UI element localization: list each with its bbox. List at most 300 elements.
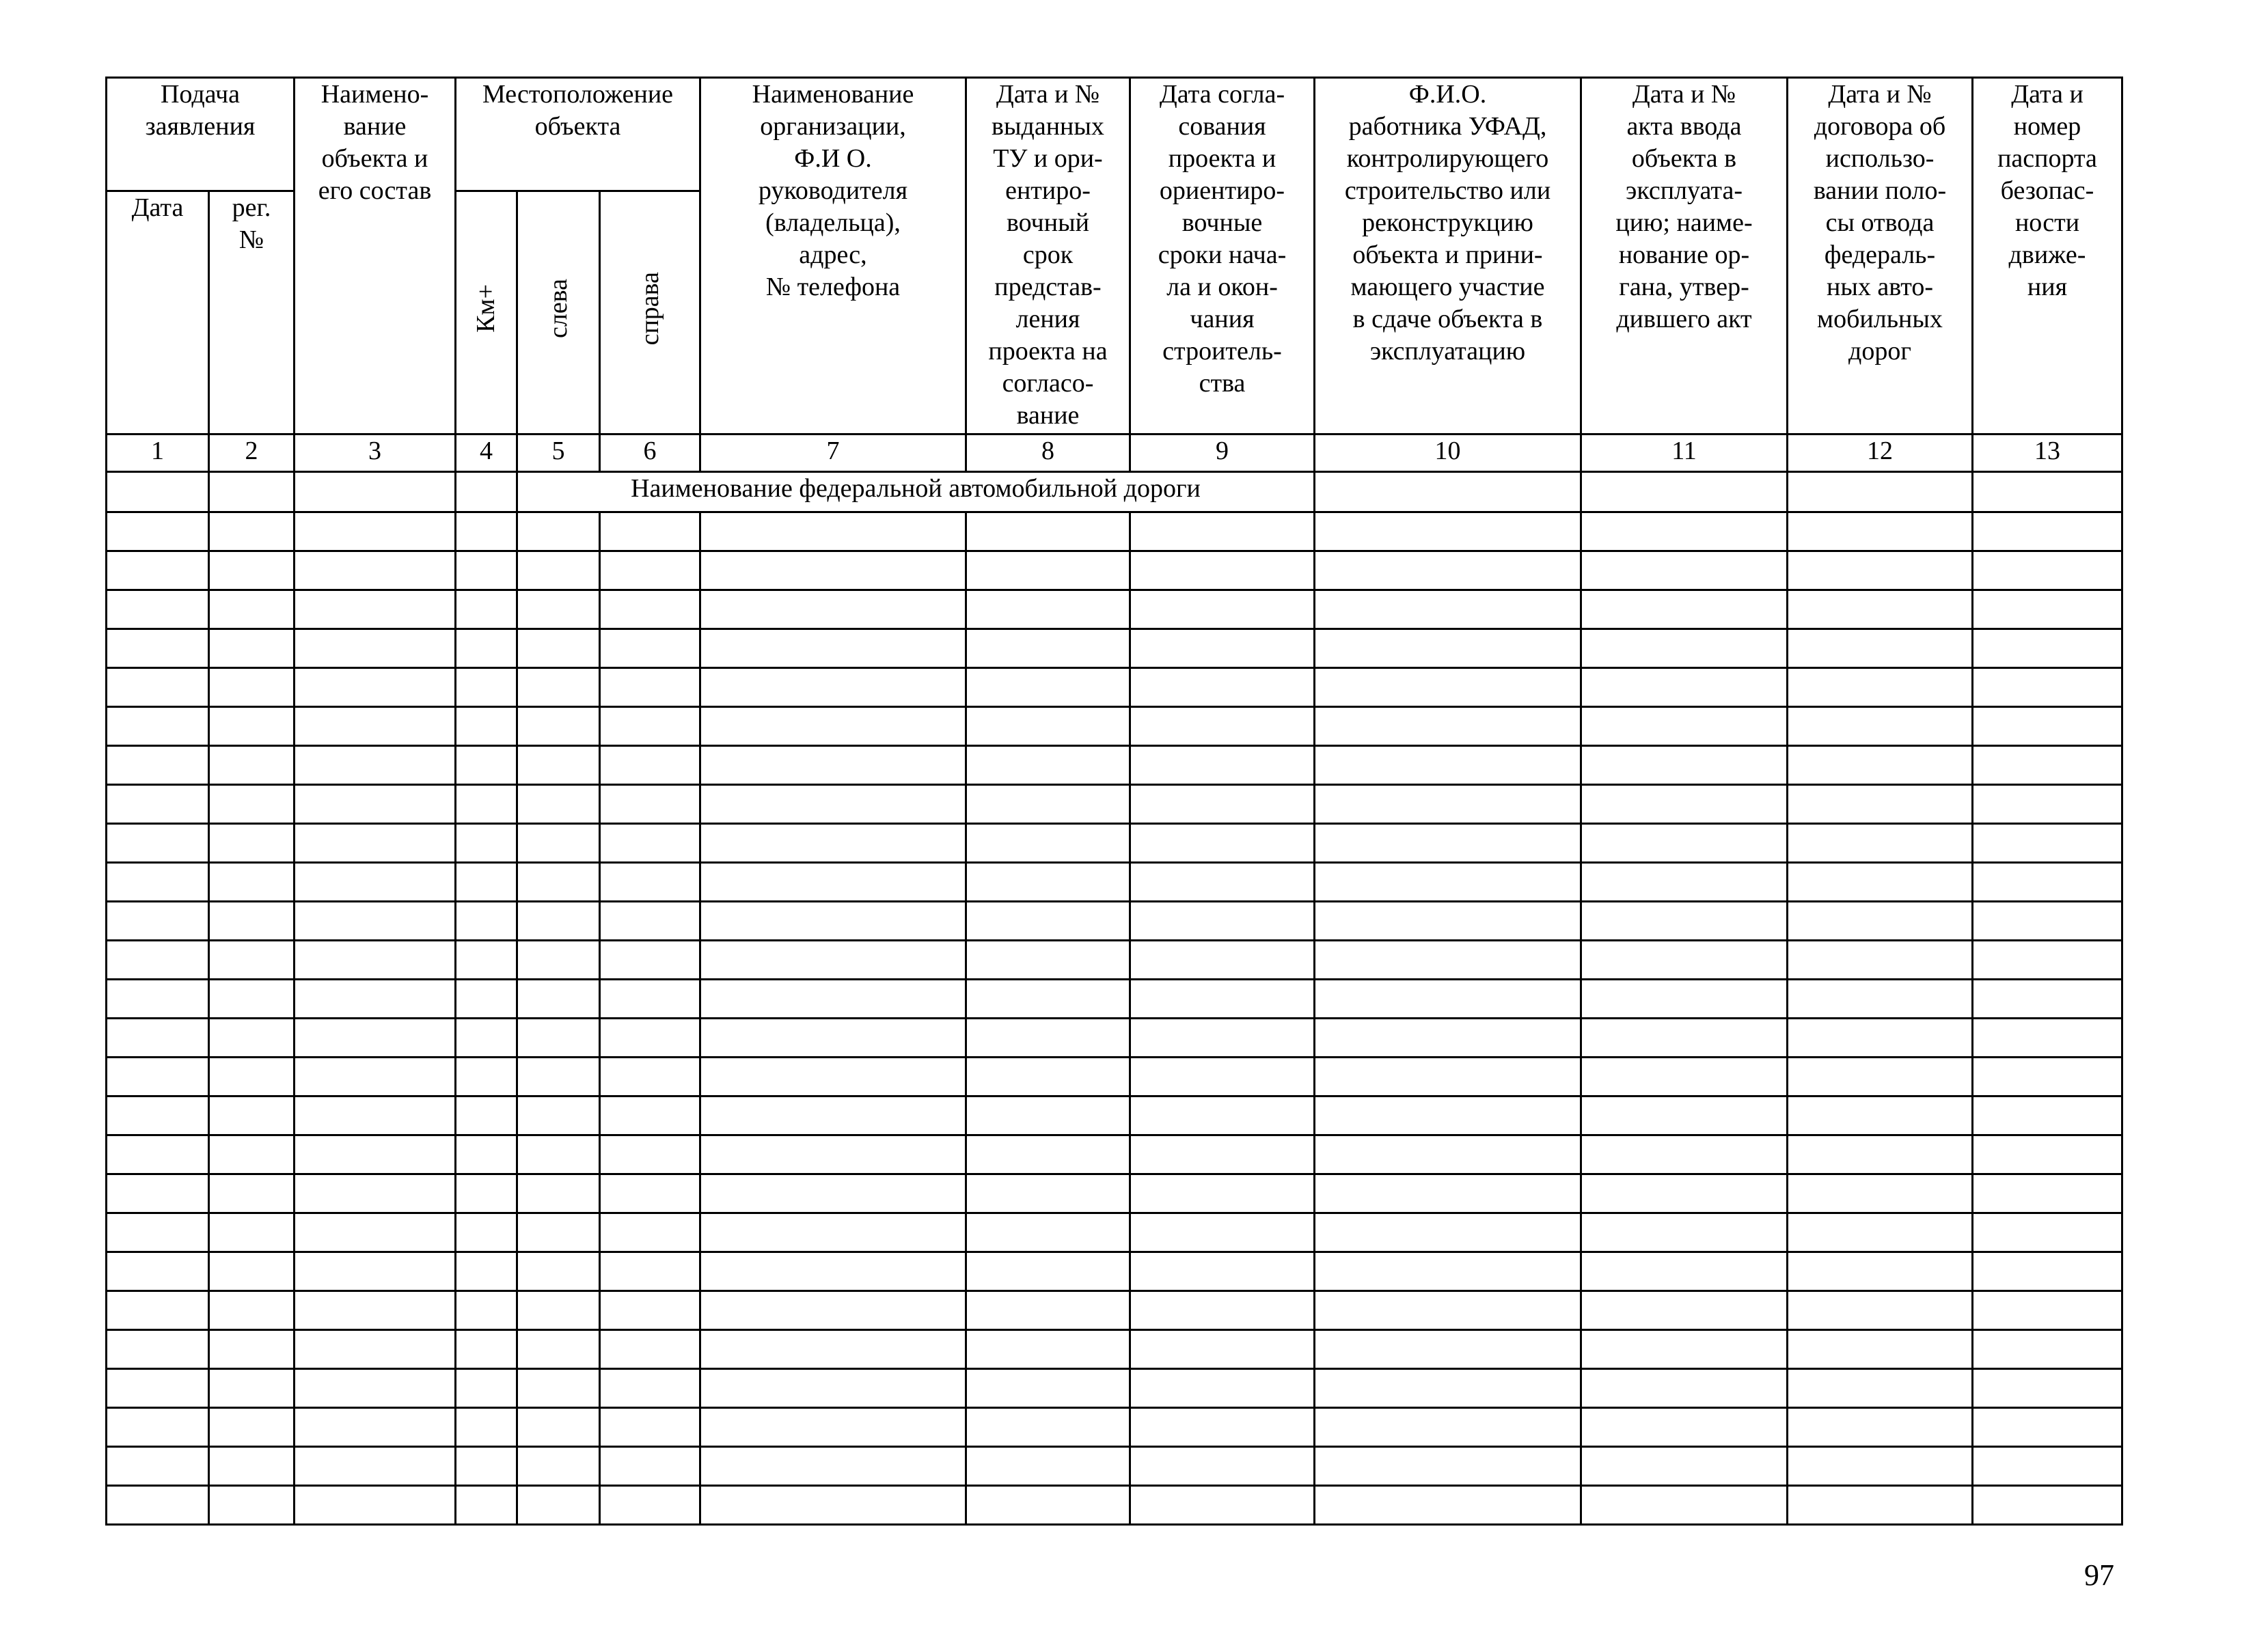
table-cell — [1788, 1252, 1973, 1291]
table-cell — [966, 1135, 1130, 1174]
table-cell — [1315, 1213, 1581, 1252]
table-cell — [517, 1019, 600, 1058]
table-cell — [600, 551, 700, 590]
table-cell — [209, 1213, 295, 1252]
table-cell — [107, 1486, 209, 1525]
table-cell — [1973, 472, 2122, 512]
table-cell — [517, 824, 600, 863]
table-cell — [456, 1369, 517, 1408]
table-cell — [600, 707, 700, 746]
header-right-label: справа — [635, 271, 664, 346]
table-cell — [1130, 1291, 1315, 1330]
table-cell — [295, 1408, 456, 1447]
table-cell — [1788, 746, 1973, 785]
table-cell — [1130, 629, 1315, 668]
table-cell — [1315, 746, 1581, 785]
table-cell — [107, 1330, 209, 1369]
page-number: 97 — [2084, 1558, 2114, 1592]
table-cell — [1788, 629, 1973, 668]
table-cell — [1315, 1330, 1581, 1369]
table-cell — [295, 629, 456, 668]
table-cell — [209, 668, 295, 707]
table-cell — [517, 707, 600, 746]
table-cell — [1973, 1135, 2122, 1174]
table-cell — [700, 707, 966, 746]
table-cell — [700, 1135, 966, 1174]
table-cell — [1973, 590, 2122, 629]
table-cell — [1973, 512, 2122, 551]
table-cell — [966, 1486, 1130, 1525]
table-cell — [1315, 902, 1581, 941]
table-cell — [295, 668, 456, 707]
table-cell — [1581, 1486, 1788, 1525]
table-cell — [107, 824, 209, 863]
table-cell — [600, 980, 700, 1019]
table-cell — [209, 1408, 295, 1447]
table-cell — [966, 590, 1130, 629]
table-cell — [1788, 1447, 1973, 1486]
table-cell — [295, 824, 456, 863]
table-cell — [107, 1096, 209, 1135]
header-object-location: Местоположение объекта — [456, 78, 700, 191]
table-cell — [209, 1096, 295, 1135]
table-cell — [456, 551, 517, 590]
table-cell — [1973, 707, 2122, 746]
table-cell — [966, 824, 1130, 863]
table-cell — [1581, 785, 1788, 824]
table-cell — [600, 1330, 700, 1369]
table-cell — [966, 902, 1130, 941]
table-cell — [517, 1058, 600, 1096]
table-cell — [107, 1447, 209, 1486]
header-left-side — [517, 191, 600, 434]
table-cell — [209, 1174, 295, 1213]
table-cell — [209, 1330, 295, 1369]
table-cell — [1788, 980, 1973, 1019]
table-cell — [107, 1408, 209, 1447]
table-cell — [209, 1447, 295, 1486]
table-cell — [1581, 1019, 1788, 1058]
table-row — [107, 1019, 2122, 1058]
table-cell — [107, 512, 209, 551]
table-cell — [1788, 707, 1973, 746]
table-cell — [209, 863, 295, 902]
table-cell — [1130, 1213, 1315, 1252]
column-number: 1 — [107, 434, 209, 472]
table-cell — [1581, 512, 1788, 551]
table-row — [107, 1486, 2122, 1525]
table-cell — [295, 590, 456, 629]
table-cell — [1581, 941, 1788, 980]
table-cell — [517, 785, 600, 824]
table-cell — [600, 1174, 700, 1213]
table-cell — [1130, 1330, 1315, 1369]
table-row — [107, 707, 2122, 746]
table-cell — [295, 1252, 456, 1291]
table-cell — [107, 1369, 209, 1408]
table-cell — [700, 1330, 966, 1369]
table-cell — [966, 707, 1130, 746]
table-cell — [456, 512, 517, 551]
table-cell — [209, 590, 295, 629]
table-cell — [1315, 1486, 1581, 1525]
table-cell — [107, 980, 209, 1019]
table-cell — [1788, 941, 1973, 980]
table-cell — [1788, 512, 1973, 551]
table-cell — [1973, 1252, 2122, 1291]
table-cell — [107, 472, 209, 512]
table-cell — [517, 902, 600, 941]
table-cell — [209, 707, 295, 746]
table-cell — [1581, 863, 1788, 902]
table-cell — [456, 472, 517, 512]
table-cell — [966, 1019, 1130, 1058]
table-cell — [700, 902, 966, 941]
column-number: 7 — [700, 434, 966, 472]
table-cell — [700, 941, 966, 980]
header-reg-number: рег. № — [209, 191, 295, 434]
table-cell — [600, 902, 700, 941]
table-cell — [700, 746, 966, 785]
table-cell — [1788, 902, 1973, 941]
table-cell — [1130, 1369, 1315, 1408]
table-cell — [295, 512, 456, 551]
table-cell — [295, 707, 456, 746]
table-cell — [107, 863, 209, 902]
table-cell — [1130, 551, 1315, 590]
table-cell — [1581, 590, 1788, 629]
column-number: 13 — [1973, 434, 2122, 472]
table-cell — [1788, 551, 1973, 590]
table-cell — [1973, 1213, 2122, 1252]
table-cell — [456, 1330, 517, 1369]
table-cell — [700, 512, 966, 551]
table-cell — [1315, 472, 1581, 512]
table-cell — [1130, 1252, 1315, 1291]
table-cell — [1973, 785, 2122, 824]
table-cell — [1130, 1408, 1315, 1447]
table-cell — [1581, 668, 1788, 707]
table-cell — [295, 1174, 456, 1213]
table-cell — [517, 551, 600, 590]
table-cell — [1788, 1369, 1973, 1408]
table-cell — [456, 1019, 517, 1058]
table-cell — [1315, 512, 1581, 551]
header-safety-passport: Дата и номер паспорта безопас- ности движе- ния — [1973, 78, 2122, 434]
table-cell — [456, 785, 517, 824]
table-cell — [456, 824, 517, 863]
register-table — [105, 77, 2123, 1526]
table-row — [107, 551, 2122, 590]
column-number: 9 — [1130, 434, 1315, 472]
table-cell — [966, 1213, 1130, 1252]
table-cell — [1973, 1291, 2122, 1330]
table-cell — [966, 1330, 1130, 1369]
table-cell — [295, 551, 456, 590]
column-number: 10 — [1315, 434, 1581, 472]
table-row — [107, 941, 2122, 980]
table-cell — [456, 941, 517, 980]
table-cell — [209, 941, 295, 980]
table-cell — [456, 1252, 517, 1291]
table-cell — [700, 629, 966, 668]
table-cell — [1581, 1096, 1788, 1135]
table-cell — [700, 1291, 966, 1330]
table-cell — [1130, 980, 1315, 1019]
table-cell — [295, 902, 456, 941]
table-cell — [209, 1058, 295, 1096]
table-cell — [517, 1252, 600, 1291]
table-cell — [600, 668, 700, 707]
table-cell — [1973, 629, 2122, 668]
table-cell — [1581, 1135, 1788, 1174]
table-cell — [1788, 472, 1973, 512]
column-number: 8 — [966, 434, 1130, 472]
table-cell — [700, 1058, 966, 1096]
table-cell — [1130, 1174, 1315, 1213]
table-cell — [1973, 1447, 2122, 1486]
table-row — [107, 1174, 2122, 1213]
header-left-label: слева — [543, 278, 573, 338]
table-cell — [1130, 863, 1315, 902]
table-cell — [600, 1486, 700, 1525]
table-cell — [209, 1369, 295, 1408]
header-application-submission: Подача заявления — [107, 78, 295, 191]
table-cell — [1315, 1408, 1581, 1447]
table-row — [107, 1408, 2122, 1447]
table-cell — [966, 1174, 1130, 1213]
table-row — [107, 1135, 2122, 1174]
table-cell — [1130, 1135, 1315, 1174]
table-cell — [700, 1447, 966, 1486]
table-cell — [966, 1369, 1130, 1408]
table-cell — [1973, 1486, 2122, 1525]
table-cell — [107, 590, 209, 629]
table-row — [107, 863, 2122, 902]
table-row — [107, 629, 2122, 668]
table-cell — [295, 1096, 456, 1135]
table-cell — [209, 1135, 295, 1174]
table-cell — [517, 1135, 600, 1174]
table-cell — [517, 746, 600, 785]
table-cell — [1973, 1330, 2122, 1369]
table-row — [107, 1213, 2122, 1252]
table-cell — [295, 980, 456, 1019]
table-cell — [295, 472, 456, 512]
table-cell — [107, 629, 209, 668]
table-cell — [1581, 902, 1788, 941]
table-cell — [517, 668, 600, 707]
column-number: 3 — [295, 434, 456, 472]
table-cell — [1973, 668, 2122, 707]
table-cell — [456, 1213, 517, 1252]
table-cell — [600, 785, 700, 824]
road-title-row — [107, 472, 2122, 512]
table-cell — [1581, 1291, 1788, 1330]
table-cell — [456, 707, 517, 746]
table-cell — [1788, 1486, 1973, 1525]
table-cell — [1130, 707, 1315, 746]
table-cell — [209, 980, 295, 1019]
table-row — [107, 512, 2122, 551]
table-cell — [600, 941, 700, 980]
table-cell — [600, 824, 700, 863]
table-cell — [1315, 1291, 1581, 1330]
table-cell — [209, 1252, 295, 1291]
table-cell — [1973, 824, 2122, 863]
table-cell — [1130, 512, 1315, 551]
table-cell — [1315, 590, 1581, 629]
table-cell — [1788, 824, 1973, 863]
table-cell — [107, 902, 209, 941]
table-row — [107, 1058, 2122, 1096]
table-cell — [1788, 785, 1973, 824]
table-cell — [1581, 824, 1788, 863]
table-cell — [456, 902, 517, 941]
table-cell — [295, 1369, 456, 1408]
table-cell — [295, 1291, 456, 1330]
table-cell — [295, 1330, 456, 1369]
table-cell — [600, 512, 700, 551]
table-cell — [209, 551, 295, 590]
column-number: 11 — [1581, 434, 1788, 472]
table-cell — [700, 1096, 966, 1135]
table-cell — [1973, 941, 2122, 980]
header-technical-conditions: Дата и № выданных ТУ и ори- ентиро- вочный срок представ- ления проекта на согласо- вание — [966, 78, 1130, 434]
header-ufad-employee: Ф.И.О. работника УФАД, контролирующего строительство или реконструкцию объекта и прини- мающего участие в сдаче объекта в эксплуатацию — [1315, 78, 1581, 434]
table-cell — [1788, 1096, 1973, 1135]
table-cell — [1973, 902, 2122, 941]
header-object-name: Наимено- вание объекта и его состав — [295, 78, 456, 434]
table-cell — [1130, 1447, 1315, 1486]
table-cell — [1315, 1019, 1581, 1058]
table-row — [107, 980, 2122, 1019]
table-cell — [517, 1291, 600, 1330]
table-cell — [1315, 1174, 1581, 1213]
table-cell — [966, 746, 1130, 785]
table-cell — [1581, 472, 1788, 512]
table-cell — [1973, 1019, 2122, 1058]
table-cell — [966, 1408, 1130, 1447]
table-cell — [966, 785, 1130, 824]
table-cell — [1130, 746, 1315, 785]
table-cell — [600, 1019, 700, 1058]
table-cell — [966, 551, 1130, 590]
table-cell — [966, 1291, 1130, 1330]
table-cell — [517, 1408, 600, 1447]
table-cell — [600, 863, 700, 902]
table-cell — [966, 980, 1130, 1019]
table-cell — [1315, 1252, 1581, 1291]
table-cell — [600, 629, 700, 668]
table-cell — [1130, 668, 1315, 707]
road-title: Наименование федеральной автомобильной дороги — [517, 472, 1315, 512]
table-cell — [517, 1486, 600, 1525]
table-cell — [700, 1486, 966, 1525]
table-cell — [295, 1447, 456, 1486]
table-cell — [1788, 1058, 1973, 1096]
table-cell — [517, 980, 600, 1019]
table-cell — [966, 1252, 1130, 1291]
table-cell — [1973, 863, 2122, 902]
table-cell — [1788, 1330, 1973, 1369]
table-cell — [966, 1096, 1130, 1135]
table-cell — [107, 746, 209, 785]
table-cell — [600, 1369, 700, 1408]
table-cell — [295, 1019, 456, 1058]
table-cell — [209, 1019, 295, 1058]
table-row — [107, 1291, 2122, 1330]
table-cell — [295, 1058, 456, 1096]
table-cell — [600, 1135, 700, 1174]
table-cell — [1973, 1058, 2122, 1096]
table-cell — [700, 668, 966, 707]
table-cell — [456, 1408, 517, 1447]
table-cell — [1581, 551, 1788, 590]
table-cell — [600, 1408, 700, 1447]
table-cell — [1315, 980, 1581, 1019]
table-cell — [1973, 551, 2122, 590]
table-cell — [107, 785, 209, 824]
table-cell — [295, 863, 456, 902]
table-cell — [1581, 746, 1788, 785]
table-cell — [1315, 668, 1581, 707]
table-cell — [107, 668, 209, 707]
table-cell — [456, 1096, 517, 1135]
table-cell — [1788, 590, 1973, 629]
table-cell — [1788, 668, 1973, 707]
table-cell — [966, 863, 1130, 902]
header-organization: Наименование организации, Ф.И О. руководителя (владельца), адрес, № телефона — [700, 78, 966, 434]
table-cell — [700, 1174, 966, 1213]
table-cell — [1973, 1369, 2122, 1408]
table-cell — [517, 512, 600, 551]
table-cell — [456, 668, 517, 707]
table-cell — [700, 590, 966, 629]
table-cell — [1315, 1369, 1581, 1408]
table-cell — [1973, 1174, 2122, 1213]
table-cell — [456, 1058, 517, 1096]
column-number: 6 — [600, 434, 700, 472]
table-cell — [107, 1213, 209, 1252]
table-cell — [107, 1058, 209, 1096]
table-cell — [107, 551, 209, 590]
table-row — [107, 746, 2122, 785]
table-cell — [700, 551, 966, 590]
table-cell — [600, 746, 700, 785]
table-cell — [107, 1252, 209, 1291]
table-cell — [1130, 1096, 1315, 1135]
table-cell — [600, 1252, 700, 1291]
table-cell — [1581, 1058, 1788, 1096]
table-cell — [1581, 980, 1788, 1019]
table-cell — [1581, 1174, 1788, 1213]
table-cell — [600, 1291, 700, 1330]
table-cell — [456, 629, 517, 668]
table-cell — [456, 1291, 517, 1330]
table-cell — [107, 707, 209, 746]
table-cell — [517, 1174, 600, 1213]
table-cell — [1581, 1252, 1788, 1291]
table-cell — [600, 1213, 700, 1252]
header-right-side — [600, 191, 700, 434]
table-cell — [517, 1369, 600, 1408]
table-cell — [456, 1486, 517, 1525]
table-cell — [1130, 941, 1315, 980]
table-cell — [700, 1408, 966, 1447]
table-cell — [517, 629, 600, 668]
table-cell — [517, 1213, 600, 1252]
